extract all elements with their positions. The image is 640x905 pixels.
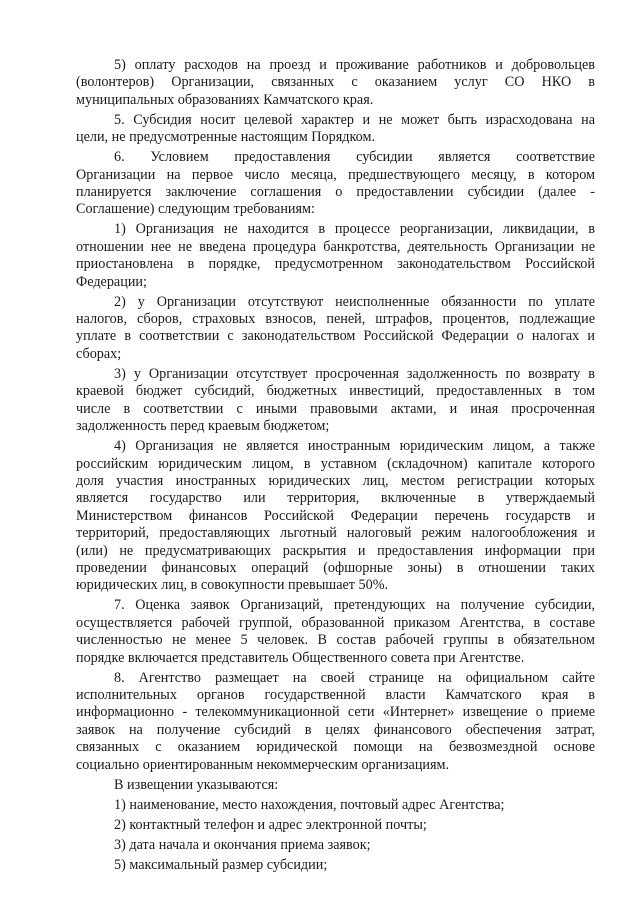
text-line: Соглашение) следующим требованиям: [76, 201, 315, 218]
text-line: юридических лиц, в совокупности превышает 50%. [76, 577, 389, 594]
paragraph [76, 817, 595, 834]
text-line: 6. Условием предоставления субсидии является соответствие [114, 149, 595, 166]
paragraph [76, 777, 595, 794]
paragraph [76, 670, 595, 774]
text-line: планируется заключение соглашения о предоставлении субсидии (далее - [76, 184, 595, 201]
text-line: 5) оплату расходов на проезд и проживание работников и добровольцев [114, 57, 595, 73]
text-line: числе в соответствии с иными правовыми актами, и иная просроченная [76, 400, 595, 417]
text-line: доля участия иностранных юридических лиц, местом регистрации которых [76, 472, 595, 489]
text-line: социально ориентированным некоммерческим организациям. [76, 756, 450, 773]
text-line: задолженность перед краевым бюджетом; [76, 418, 330, 435]
paragraph [76, 221, 595, 291]
paragraph [76, 294, 595, 364]
paragraph [76, 837, 595, 854]
text-line: проведении финансовых операций (офшорные зоны) в отношении таких [76, 559, 595, 576]
text-line: численностью не менее 5 человек. В состав рабочей группы в обязательном [76, 632, 595, 649]
text-line: 7. Оценка заявок Организаций, претендующих на получение субсидии, [114, 597, 595, 614]
text-line: сборах; [76, 345, 122, 362]
text-line: исполнительных органов государственной власти Камчатского края в [76, 686, 595, 703]
text-line: (или) не предусматривающих раскрытия и предоставления информации при [76, 542, 595, 559]
text-line: 3) у Организации отсутствует просроченная задолженность по возврату в [114, 365, 595, 382]
text-line: связанных с оказанием юридической помощи на безвозмездной основе [76, 739, 595, 756]
text-line: 1) Организация не находится в процессе реорганизации, ликвидации, в [114, 221, 595, 238]
paragraph [76, 57, 595, 109]
text-line: 8. Агентство размещает на своей странице на официальном сайте [114, 669, 595, 686]
paragraph [76, 149, 595, 219]
text-line: В извещении указываются: [114, 776, 279, 793]
text-line: (волонтеров) Организации, связанных с оказанием услуг СО НКО в [76, 74, 595, 91]
text-line: является государство или территория, включенные в утверждаемый [76, 490, 595, 507]
text-line: территорий, предоставляющих льготный налоговый режим налогообложения и [76, 525, 595, 542]
text-line: цели, не предусмотренные настоящим Порядком. [76, 129, 375, 146]
text-line: Министерством финансов Российской Федерации перечень государств и [76, 507, 595, 524]
text-line: 5) максимальный размер субсидии; [114, 856, 328, 873]
text-line: 2) контактный телефон и адрес электронной почты; [114, 816, 427, 833]
text-line: муниципальных образованиях Камчатского края. [76, 91, 374, 108]
text-line: уплате в соответствии с законодательством Российской Федерации о налогах и [76, 328, 595, 345]
text-line: 3) дата начала и окончания приема заявок; [114, 836, 371, 853]
text-line: 1) наименование, место нахождения, почтовый адрес Агентства; [114, 796, 505, 813]
paragraph [76, 438, 595, 595]
text-line: 2) у Организации отсутствуют неисполненные обязанности по уплате [114, 293, 595, 310]
text-line: 4) Организация не является иностранным юридическим лицом, а также [114, 438, 595, 455]
paragraph [76, 797, 595, 814]
text-line: Организации на первое число месяца, предшествующего месяцу, в котором [76, 166, 595, 183]
text-line: Федерации; [76, 273, 147, 290]
text-line: отношении нее не введена процедура банкротства, деятельность Организации не [76, 238, 595, 255]
text-line: приостановлена в порядке, предусмотренном законодательством Российской [76, 256, 595, 273]
text-line: порядке включается представитель Общественного совета при Агентстве. [76, 649, 525, 666]
text-line: информационно - телекоммуникационной сети «Интернет» извещение о приеме [76, 704, 595, 721]
text-line: 5. Субсидия носит целевой характер и не может быть израсходована на [114, 111, 595, 128]
paragraph [76, 112, 595, 147]
paragraph [76, 597, 595, 667]
paragraph [76, 857, 595, 874]
text-line: осуществляется рабочей группой, образованной приказом Агентства, в составе [76, 614, 595, 631]
paragraph [76, 366, 595, 436]
text-line: налогов, сборов, страховых взносов, пеней, штрафов, процентов, подлежащие [76, 311, 595, 328]
text-line: краевой бюджет субсидий, бюджетных инвестиций, предоставленных в том [76, 383, 595, 400]
document-page [76, 57, 595, 877]
text-line: заявок на получение субсидий в целях финансового обеспечения затрат, [76, 721, 595, 738]
text-line: российским юридическим лицом, в уставном (складочном) капитале которого [76, 455, 595, 472]
